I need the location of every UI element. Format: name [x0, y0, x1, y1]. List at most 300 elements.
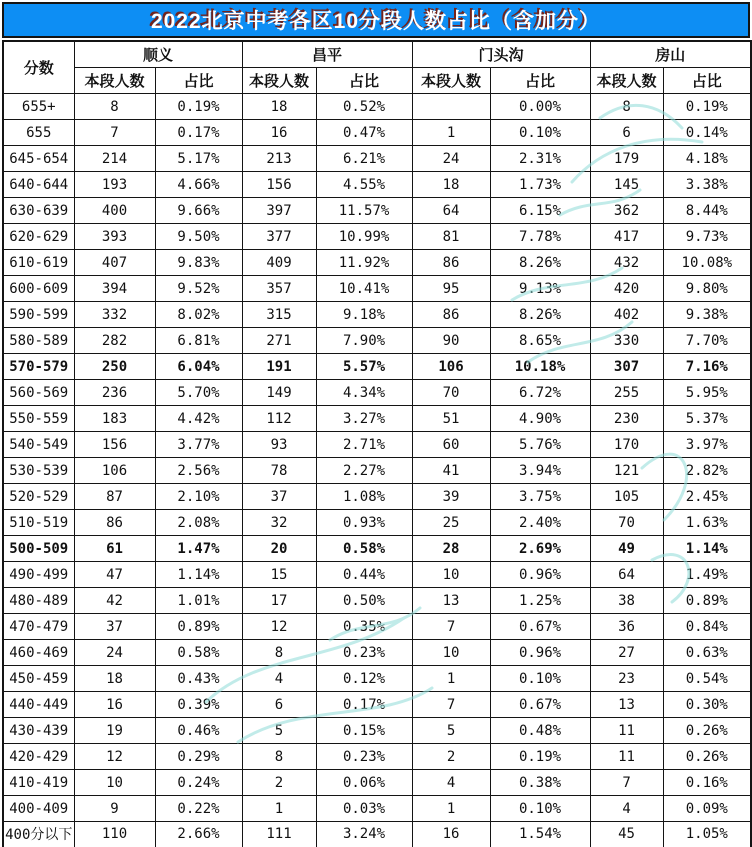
- pct-cell: 9.73%: [663, 224, 751, 250]
- pct-cell: 3.75%: [490, 484, 590, 510]
- pct-cell: 1.01%: [155, 588, 242, 614]
- pct-cell: 0.47%: [316, 120, 412, 146]
- pct-cell: 0.23%: [316, 744, 412, 770]
- pct-cell: 9.50%: [155, 224, 242, 250]
- pct-cell: 10.99%: [316, 224, 412, 250]
- count-cell: 111: [242, 822, 316, 847]
- count-cell: 20: [242, 536, 316, 562]
- col-header-score: 分数: [3, 41, 74, 94]
- pct-cell: 0.50%: [316, 588, 412, 614]
- count-cell: 1: [412, 666, 490, 692]
- pct-cell: 8.65%: [490, 328, 590, 354]
- count-cell: 4: [412, 770, 490, 796]
- pct-cell: 9.13%: [490, 276, 590, 302]
- pct-cell: 5.95%: [663, 380, 751, 406]
- count-cell: 70: [590, 510, 663, 536]
- pct-cell: 10.08%: [663, 250, 751, 276]
- count-cell: 8: [242, 640, 316, 666]
- count-cell: 145: [590, 172, 663, 198]
- pct-cell: 0.96%: [490, 640, 590, 666]
- pct-cell: 9.83%: [155, 250, 242, 276]
- count-cell: 357: [242, 276, 316, 302]
- count-cell: 2: [412, 744, 490, 770]
- count-cell: 17: [242, 588, 316, 614]
- count-cell: 37: [74, 614, 155, 640]
- table-row: [3, 432, 751, 458]
- count-cell: 2: [242, 770, 316, 796]
- pct-cell: 0.10%: [490, 666, 590, 692]
- score-range-cell: 450-459: [3, 666, 74, 692]
- pct-cell: 0.89%: [155, 614, 242, 640]
- count-cell: 7: [412, 614, 490, 640]
- count-cell: 16: [74, 692, 155, 718]
- score-range-cell: 400分以下: [3, 822, 74, 847]
- count-cell: 191: [242, 354, 316, 380]
- count-cell: 86: [412, 302, 490, 328]
- pct-cell: 11.57%: [316, 198, 412, 224]
- count-cell: 121: [590, 458, 663, 484]
- count-cell: 6: [242, 692, 316, 718]
- pct-cell: 1.14%: [663, 536, 751, 562]
- count-cell: 18: [242, 94, 316, 120]
- pct-cell: 4.18%: [663, 146, 751, 172]
- pct-cell: 2.10%: [155, 484, 242, 510]
- pct-cell: 6.15%: [490, 198, 590, 224]
- pct-cell: 0.54%: [663, 666, 751, 692]
- count-cell: 39: [412, 484, 490, 510]
- col-header-count-3: 本段人数: [590, 68, 663, 94]
- col-header-district-shunyi: 顺义: [74, 41, 242, 68]
- score-range-cell: 490-499: [3, 562, 74, 588]
- score-range-cell: 580-589: [3, 328, 74, 354]
- count-cell: 7: [74, 120, 155, 146]
- pct-cell: 0.35%: [316, 614, 412, 640]
- table-row: [3, 94, 751, 120]
- pct-cell: 2.27%: [316, 458, 412, 484]
- count-cell: 409: [242, 250, 316, 276]
- pct-cell: 0.19%: [663, 94, 751, 120]
- count-cell: 49: [590, 536, 663, 562]
- pct-cell: 9.38%: [663, 302, 751, 328]
- pct-cell: 0.16%: [663, 770, 751, 796]
- table-row: [3, 796, 751, 822]
- pct-cell: 3.94%: [490, 458, 590, 484]
- pct-cell: 3.27%: [316, 406, 412, 432]
- count-cell: 28: [412, 536, 490, 562]
- pct-cell: 0.39%: [155, 692, 242, 718]
- pct-cell: 0.12%: [316, 666, 412, 692]
- pct-cell: 0.09%: [663, 796, 751, 822]
- score-range-cell: 510-519: [3, 510, 74, 536]
- pct-cell: 5.57%: [316, 354, 412, 380]
- count-cell: 400: [74, 198, 155, 224]
- table-row: [3, 198, 751, 224]
- table-row: [3, 224, 751, 250]
- count-cell: 24: [74, 640, 155, 666]
- table-row: [3, 458, 751, 484]
- count-cell: 420: [590, 276, 663, 302]
- count-cell: 95: [412, 276, 490, 302]
- score-range-cell: 410-419: [3, 770, 74, 796]
- pct-cell: 0.10%: [490, 796, 590, 822]
- count-cell: 64: [590, 562, 663, 588]
- count-cell: 38: [590, 588, 663, 614]
- count-cell: 86: [412, 250, 490, 276]
- count-cell: 18: [412, 172, 490, 198]
- table-row: [3, 354, 751, 380]
- page-title: 2022北京中考各区10分段人数占比（含加分）: [150, 10, 602, 33]
- count-cell: 183: [74, 406, 155, 432]
- pct-cell: 2.08%: [155, 510, 242, 536]
- pct-cell: 1.54%: [490, 822, 590, 847]
- count-cell: 5: [412, 718, 490, 744]
- pct-cell: 0.89%: [663, 588, 751, 614]
- pct-cell: 0.29%: [155, 744, 242, 770]
- score-range-cell: 480-489: [3, 588, 74, 614]
- count-cell: 51: [412, 406, 490, 432]
- pct-cell: 1.05%: [663, 822, 751, 847]
- pct-cell: 0.48%: [490, 718, 590, 744]
- pct-cell: 2.56%: [155, 458, 242, 484]
- score-range-cell: 430-439: [3, 718, 74, 744]
- table-row: [3, 484, 751, 510]
- pct-cell: 3.38%: [663, 172, 751, 198]
- score-range-cell: 570-579: [3, 354, 74, 380]
- pct-cell: 0.93%: [316, 510, 412, 536]
- pct-cell: 0.15%: [316, 718, 412, 744]
- count-cell: 86: [74, 510, 155, 536]
- count-cell: 179: [590, 146, 663, 172]
- count-cell: 110: [74, 822, 155, 847]
- pct-cell: 4.66%: [155, 172, 242, 198]
- count-cell: 61: [74, 536, 155, 562]
- count-cell: 16: [242, 120, 316, 146]
- count-cell: 41: [412, 458, 490, 484]
- count-cell: 13: [590, 692, 663, 718]
- pct-cell: 11.92%: [316, 250, 412, 276]
- count-cell: 36: [590, 614, 663, 640]
- table-row: [3, 666, 751, 692]
- table-row: [3, 744, 751, 770]
- pct-cell: 4.90%: [490, 406, 590, 432]
- score-range-cell: 600-609: [3, 276, 74, 302]
- table-row: [3, 536, 751, 562]
- col-header-district-mentougou: 门头沟: [412, 41, 590, 68]
- count-cell: 90: [412, 328, 490, 354]
- col-header-pct-1: 占比: [316, 68, 412, 94]
- col-header-district-changping: 昌平: [242, 41, 412, 68]
- pct-cell: 10.41%: [316, 276, 412, 302]
- col-header-pct-0: 占比: [155, 68, 242, 94]
- pct-cell: 1.14%: [155, 562, 242, 588]
- pct-cell: 2.66%: [155, 822, 242, 847]
- score-range-cell: 655+: [3, 94, 74, 120]
- count-cell: 37: [242, 484, 316, 510]
- pct-cell: 0.10%: [490, 120, 590, 146]
- table-row: [3, 692, 751, 718]
- count-cell: 1: [412, 796, 490, 822]
- count-cell: 4: [590, 796, 663, 822]
- header-row-districts: [3, 41, 751, 68]
- pct-cell: 6.72%: [490, 380, 590, 406]
- pct-cell: 0.19%: [490, 744, 590, 770]
- pct-cell: 1.25%: [490, 588, 590, 614]
- count-cell: 19: [74, 718, 155, 744]
- count-cell: 149: [242, 380, 316, 406]
- pct-cell: 0.19%: [155, 94, 242, 120]
- count-cell: 10: [74, 770, 155, 796]
- count-cell: 70: [412, 380, 490, 406]
- pct-cell: 10.18%: [490, 354, 590, 380]
- table-row: [3, 510, 751, 536]
- count-cell: 7: [412, 692, 490, 718]
- pct-cell: 7.16%: [663, 354, 751, 380]
- table-row: [3, 250, 751, 276]
- pct-cell: 2.45%: [663, 484, 751, 510]
- pct-cell: 2.69%: [490, 536, 590, 562]
- count-cell: 60: [412, 432, 490, 458]
- pct-cell: 3.77%: [155, 432, 242, 458]
- count-cell: 307: [590, 354, 663, 380]
- pct-cell: 6.04%: [155, 354, 242, 380]
- pct-cell: 5.70%: [155, 380, 242, 406]
- count-cell: 1: [412, 120, 490, 146]
- score-range-cell: 560-569: [3, 380, 74, 406]
- score-distribution-table: [2, 40, 752, 847]
- pct-cell: 0.23%: [316, 640, 412, 666]
- count-cell: 45: [590, 822, 663, 847]
- pct-cell: 1.63%: [663, 510, 751, 536]
- table-row: [3, 146, 751, 172]
- count-cell: 407: [74, 250, 155, 276]
- score-range-cell: 540-549: [3, 432, 74, 458]
- pct-cell: 4.55%: [316, 172, 412, 198]
- col-header-count-2: 本段人数: [412, 68, 490, 94]
- score-range-cell: 420-429: [3, 744, 74, 770]
- pct-cell: 7.78%: [490, 224, 590, 250]
- pct-cell: 9.66%: [155, 198, 242, 224]
- table-row: [3, 640, 751, 666]
- count-cell: 10: [412, 562, 490, 588]
- count-cell: 27: [590, 640, 663, 666]
- count-cell: 25: [412, 510, 490, 536]
- table-row: [3, 328, 751, 354]
- table-row: [3, 380, 751, 406]
- count-cell: 42: [74, 588, 155, 614]
- pct-cell: 9.18%: [316, 302, 412, 328]
- score-range-cell: 590-599: [3, 302, 74, 328]
- count-cell: 193: [74, 172, 155, 198]
- pct-cell: 8.02%: [155, 302, 242, 328]
- count-cell: 282: [74, 328, 155, 354]
- pct-cell: 8.26%: [490, 302, 590, 328]
- count-cell: 87: [74, 484, 155, 510]
- count-cell: 315: [242, 302, 316, 328]
- pct-cell: 5.76%: [490, 432, 590, 458]
- count-cell: 332: [74, 302, 155, 328]
- score-range-cell: 500-509: [3, 536, 74, 562]
- count-cell: 8: [590, 94, 663, 120]
- count-cell: 106: [412, 354, 490, 380]
- col-header-pct-2: 占比: [490, 68, 590, 94]
- count-cell: 394: [74, 276, 155, 302]
- pct-cell: 0.58%: [316, 536, 412, 562]
- count-cell: 8: [242, 744, 316, 770]
- score-range-cell: 520-529: [3, 484, 74, 510]
- col-header-pct-3: 占比: [663, 68, 751, 94]
- pct-cell: 0.17%: [155, 120, 242, 146]
- pct-cell: 9.80%: [663, 276, 751, 302]
- pct-cell: 1.73%: [490, 172, 590, 198]
- pct-cell: 1.47%: [155, 536, 242, 562]
- pct-cell: 0.22%: [155, 796, 242, 822]
- pct-cell: 2.40%: [490, 510, 590, 536]
- count-cell: 93: [242, 432, 316, 458]
- pct-cell: 1.49%: [663, 562, 751, 588]
- pct-cell: 5.17%: [155, 146, 242, 172]
- count-cell: 402: [590, 302, 663, 328]
- count-cell: 18: [74, 666, 155, 692]
- pct-cell: 0.67%: [490, 692, 590, 718]
- pct-cell: 0.46%: [155, 718, 242, 744]
- count-cell: 81: [412, 224, 490, 250]
- count-cell: 170: [590, 432, 663, 458]
- count-cell: 7: [590, 770, 663, 796]
- pct-cell: 6.21%: [316, 146, 412, 172]
- count-cell: 15: [242, 562, 316, 588]
- score-range-cell: 460-469: [3, 640, 74, 666]
- count-cell: 12: [242, 614, 316, 640]
- count-cell: 214: [74, 146, 155, 172]
- pct-cell: 1.08%: [316, 484, 412, 510]
- score-range-cell: 630-639: [3, 198, 74, 224]
- pct-cell: 7.70%: [663, 328, 751, 354]
- score-range-cell: 550-559: [3, 406, 74, 432]
- count-cell: 11: [590, 718, 663, 744]
- pct-cell: 8.44%: [663, 198, 751, 224]
- count-cell: 330: [590, 328, 663, 354]
- pct-cell: 4.42%: [155, 406, 242, 432]
- table-row: [3, 276, 751, 302]
- count-cell: 377: [242, 224, 316, 250]
- pct-cell: 9.52%: [155, 276, 242, 302]
- count-cell: 255: [590, 380, 663, 406]
- pct-cell: 0.03%: [316, 796, 412, 822]
- score-range-cell: 610-619: [3, 250, 74, 276]
- pct-cell: 0.26%: [663, 744, 751, 770]
- pct-cell: 0.17%: [316, 692, 412, 718]
- count-cell: 9: [74, 796, 155, 822]
- count-cell: 112: [242, 406, 316, 432]
- pct-cell: 0.58%: [155, 640, 242, 666]
- count-cell: 12: [74, 744, 155, 770]
- count-cell: 271: [242, 328, 316, 354]
- table-row: [3, 172, 751, 198]
- table-row: [3, 120, 751, 146]
- count-cell: 4: [242, 666, 316, 692]
- pct-cell: 0.00%: [490, 94, 590, 120]
- pct-cell: 0.38%: [490, 770, 590, 796]
- score-range-cell: 620-629: [3, 224, 74, 250]
- pct-cell: 0.30%: [663, 692, 751, 718]
- col-header-count-0: 本段人数: [74, 68, 155, 94]
- pct-cell: 0.67%: [490, 614, 590, 640]
- count-cell: 64: [412, 198, 490, 224]
- pct-cell: 3.97%: [663, 432, 751, 458]
- count-cell: 417: [590, 224, 663, 250]
- score-range-cell: 645-654: [3, 146, 74, 172]
- count-cell: 47: [74, 562, 155, 588]
- table-header: [3, 41, 751, 94]
- pct-cell: 0.43%: [155, 666, 242, 692]
- count-cell: 8: [74, 94, 155, 120]
- table-body: [3, 94, 751, 847]
- count-cell: 24: [412, 146, 490, 172]
- pct-cell: 0.84%: [663, 614, 751, 640]
- score-range-cell: 530-539: [3, 458, 74, 484]
- count-cell: 1: [242, 796, 316, 822]
- count-cell: 393: [74, 224, 155, 250]
- count-cell: 32: [242, 510, 316, 536]
- header-row-subcolumns: [3, 68, 751, 94]
- count-cell: 105: [590, 484, 663, 510]
- pct-cell: 7.90%: [316, 328, 412, 354]
- count-cell: 432: [590, 250, 663, 276]
- pct-cell: 5.37%: [663, 406, 751, 432]
- pct-cell: 8.26%: [490, 250, 590, 276]
- col-header-district-fangshan: 房山: [590, 41, 751, 68]
- table-row: [3, 562, 751, 588]
- count-cell: 106: [74, 458, 155, 484]
- table-row: [3, 588, 751, 614]
- count-cell: 156: [242, 172, 316, 198]
- pct-cell: 0.96%: [490, 562, 590, 588]
- count-cell: [412, 94, 490, 120]
- count-cell: 11: [590, 744, 663, 770]
- pct-cell: 6.81%: [155, 328, 242, 354]
- table-row: [3, 406, 751, 432]
- pct-cell: 0.63%: [663, 640, 751, 666]
- score-range-cell: 640-644: [3, 172, 74, 198]
- count-cell: 10: [412, 640, 490, 666]
- count-cell: 230: [590, 406, 663, 432]
- count-cell: 236: [74, 380, 155, 406]
- pct-cell: 0.52%: [316, 94, 412, 120]
- pct-cell: 2.82%: [663, 458, 751, 484]
- score-range-cell: 400-409: [3, 796, 74, 822]
- pct-cell: 0.44%: [316, 562, 412, 588]
- count-cell: 156: [74, 432, 155, 458]
- count-cell: 16: [412, 822, 490, 847]
- pct-cell: 2.71%: [316, 432, 412, 458]
- table-row: [3, 614, 751, 640]
- table-row: [3, 718, 751, 744]
- col-header-count-1: 本段人数: [242, 68, 316, 94]
- pct-cell: 2.31%: [490, 146, 590, 172]
- count-cell: 78: [242, 458, 316, 484]
- count-cell: 397: [242, 198, 316, 224]
- count-cell: 13: [412, 588, 490, 614]
- count-cell: 213: [242, 146, 316, 172]
- pct-cell: 0.26%: [663, 718, 751, 744]
- pct-cell: 0.06%: [316, 770, 412, 796]
- pct-cell: 3.24%: [316, 822, 412, 847]
- table-row: [3, 302, 751, 328]
- count-cell: 362: [590, 198, 663, 224]
- pct-cell: 4.34%: [316, 380, 412, 406]
- count-cell: 23: [590, 666, 663, 692]
- score-range-cell: 655: [3, 120, 74, 146]
